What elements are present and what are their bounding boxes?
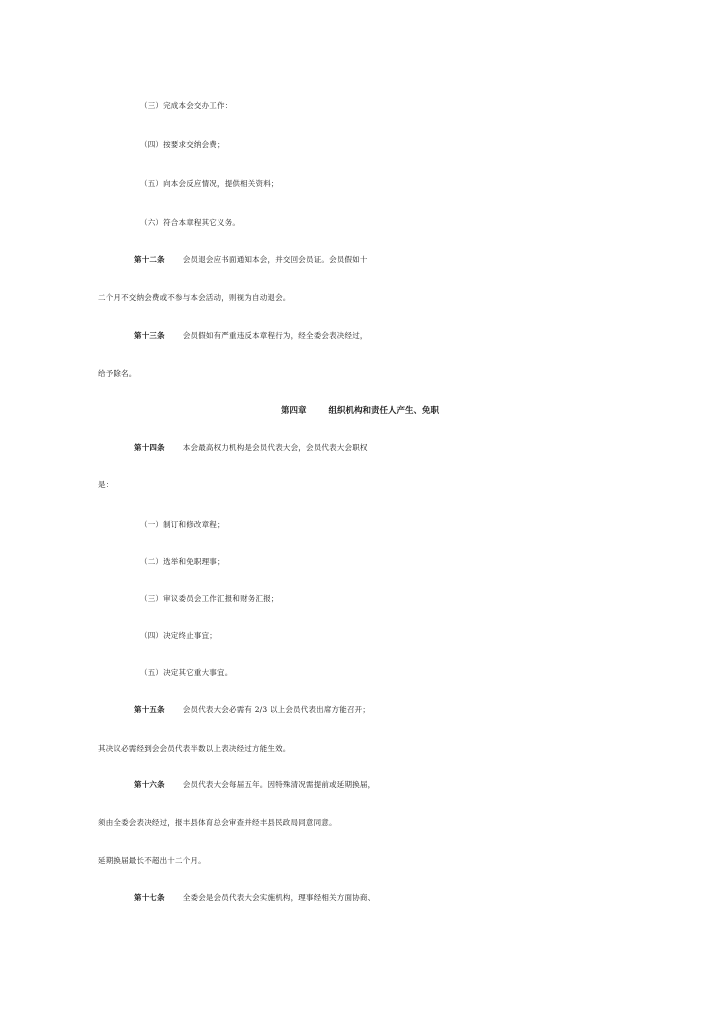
list-item: （二）选举和免职理事； [140, 557, 225, 566]
article-14-continuation: 是： [98, 480, 114, 489]
article-text: 会员代表大会必需有 2/3 以上会员代表出席方能召开； [182, 705, 371, 714]
article-number: 第十四条 [134, 443, 165, 452]
article-number: 第十六条 [134, 780, 165, 789]
article-12 [0, 248, 720, 272]
chapter-title: 组织机构和责任人产生、免职 [328, 406, 440, 416]
article-13-continuation: 给予除名。 [98, 369, 137, 378]
list-item: （五）向本会反应情况，提供相关资料； [140, 179, 279, 188]
article-number: 第十五条 [134, 705, 165, 714]
chapter-heading [0, 399, 720, 423]
list-item: （一）制订和修改章程； [140, 520, 225, 529]
article-16-continuation: 延期换届最长不超出十二个月。 [98, 856, 206, 865]
article-text: 本会最高权力机构是会员代表大会，会员代表大会职权 [182, 443, 368, 452]
article-text: 全委会是会员代表大会实施机构，理事经相关方面协商、 [182, 893, 376, 902]
article-13 [0, 324, 720, 348]
article-14 [0, 436, 720, 460]
article-number: 第十三条 [134, 331, 165, 340]
list-item: （四）按要求交纳会费； [140, 140, 225, 149]
article-number: 第十二条 [134, 255, 165, 264]
list-item: （五）决定其它重大事宜。 [140, 668, 233, 677]
chapter-number: 第四章 [280, 406, 307, 416]
list-item: （三）审议委员会工作汇报和财务汇报； [140, 594, 279, 603]
article-text: 会员退会应书面通知本会，并交回会员证。会员假如十 [182, 255, 368, 264]
article-15 [0, 698, 720, 722]
article-16-continuation: 须由全委会表决经过，报丰县体育总会审查并经丰县民政局同意同意。 [98, 818, 337, 827]
article-16 [0, 773, 720, 797]
list-item: （六）符合本章程其它义务。 [140, 218, 241, 227]
article-text: 会员代表大会每届五年。因特殊清况需提前或延期换届， [182, 780, 376, 789]
list-item: （四）决定终止事宜； [140, 631, 217, 640]
article-12-continuation: 二个月不交纳会费或不参与本会活动，则视为自动退会。 [98, 293, 291, 302]
list-item: （三）完成本会交办工作： [140, 101, 233, 110]
article-number: 第十七条 [134, 893, 165, 902]
article-15-continuation: 其决议必需经到会会员代表半数以上表决经过方能生效。 [98, 744, 291, 753]
article-text: 会员假如有严重违反本章程行为，经全委会表决经过， [182, 331, 368, 340]
article-17 [0, 886, 720, 910]
